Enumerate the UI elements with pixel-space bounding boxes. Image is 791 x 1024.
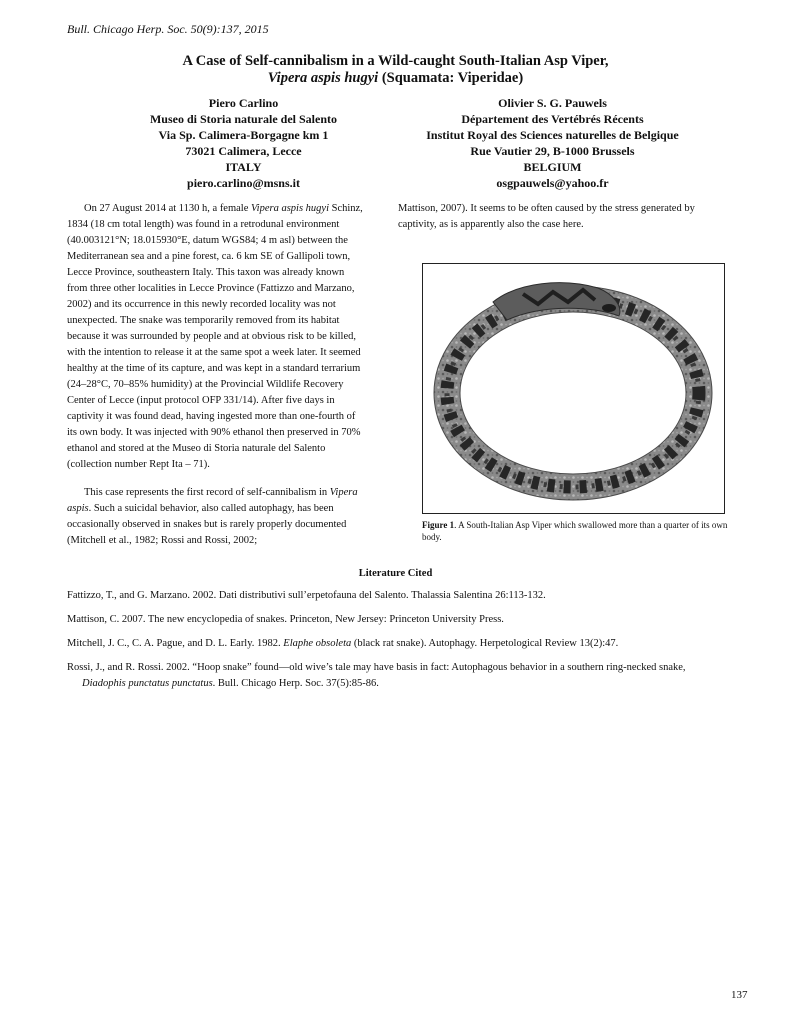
body-paragraph-1 — [67, 201, 365, 473]
journal-citation: Bull. Chicago Herp. Soc. 50(9):137, 2015 — [67, 22, 269, 36]
author-affiliation: Museo di Storia naturale del Salento — [149, 112, 337, 126]
ref-text: Rossi, J., and R. Rossi. 2002. “Hoop snake” found—old wive’s tale may have basis in fact: Autophagous behavior in a southern ring-necked snake, — [67, 662, 686, 673]
body-paragraph-3: Mattison, 2007). It seems to be often caused by the stress generated by captivity, as is apparently also the case here. — [398, 203, 695, 230]
author-address: Via Sp. Calimera-Borgagne km 1 — [158, 128, 329, 142]
figure-label: Figure 1 — [422, 520, 455, 530]
reference-item — [67, 588, 717, 604]
reference-item — [67, 612, 717, 628]
p1-species: Vipera aspis hugyi — [251, 203, 329, 214]
author-institution: Institut Royal des Sciences naturelles de Belgique — [426, 128, 679, 142]
author-address: Rue Vautier 29, B-1000 Brussels — [470, 144, 635, 158]
author-block-2 — [395, 95, 710, 191]
ref-text: Fattizzo, T., and G. Marzano. 2002. Dati distributivi sull’erpetofauna del Salento. Thalassia Salentina 26:113-132. — [67, 590, 546, 601]
author-city: 73021 Calimera, Lecce — [185, 144, 302, 158]
p1-text-a: On 27 August 2014 at 1130 h, a female — [84, 203, 252, 214]
reference-item — [67, 636, 717, 652]
title-species: Vipera aspis hugyi — [267, 70, 379, 86]
title-suffix: (Squamata: Viperidae) — [378, 70, 524, 86]
p2-text-a: This case represents the first record of self-cannibalism in — [84, 487, 330, 498]
reference-item — [67, 660, 717, 692]
ref-species: Diadophis punctatus punctatus — [82, 678, 213, 689]
figure-caption-text: . A South-Italian Asp Viper which swallowed more than a quarter of its own body. — [422, 520, 728, 542]
page-number: 137 — [731, 989, 748, 1001]
author-email: osgpauwels@yahoo.fr — [496, 176, 609, 190]
ref-species: Elaphe obsoleta — [283, 638, 352, 649]
literature-heading: Literature Cited — [358, 568, 433, 579]
p2-text-b: . Such a suicidal behavior, also called autophagy, has been occasionally observed in snakes but is rarely properly documented (Mitchell et al., 1982; Rossi and Rossi, 2002; — [67, 503, 347, 546]
author-name: Olivier S. G. Pauwels — [498, 96, 607, 110]
p1-text-b: Schinz, 1834 (18 cm total length) was found in a retrodunal environment (40.003121°N; 18.015930°E, datum WGS84; 4 m asl) between the Mediterranean sea and a pine forest, ca. 6 km SE of Gallipoli town, Lecce Province, southeastern Italy. This taxon was already known from three other localities in Lecce Province (Fattizzo and Marzano, 2002) and its occurrence in this newly recorded locality was not unexpected. The snake was temporarily removed from its habitat because it was surrounded by people and at obvious risk to be killed, with the intention to release it at the same spot a week later. It seemed healthy at the time of its capture, and was kept in a standard terrarium (24–28°C, 70–85% humidity) at the Provincial Wildlife Recovery Center of Lecce (input protocol OFP 331/14). After five days in captivity it was found dead, having ingested more than one-fourth of its own body. It was injected with 90% ethanol then preserved in 70% ethanol and stored at the Museo di Storia naturale del Salento (collection number Rept Ita – 71). — [67, 203, 363, 470]
author-name: Piero Carlino — [208, 96, 279, 110]
ref-text-end: (black rat snake). Autophagy. Herpetological Review 13(2):47. — [351, 638, 619, 649]
title-line-1: A Case of Self-cannibalism in a Wild-caught South-Italian Asp Viper, — [182, 53, 609, 69]
body-right-column — [398, 201, 726, 233]
author-country: ITALY — [225, 160, 262, 174]
figure-1-photo — [422, 263, 725, 514]
article-title — [0, 53, 791, 87]
p2-species: Vipera aspis — [67, 487, 358, 514]
author-block-1 — [100, 95, 387, 191]
title-line-2 — [0, 70, 791, 87]
body-paragraph-2 — [67, 485, 365, 549]
ref-text: Mitchell, J. C., C. A. Pague, and D. L. Early. 1982. — [67, 638, 284, 649]
author-email: piero.carlino@msns.it — [187, 176, 300, 190]
figure-1-caption — [422, 519, 732, 543]
viper-ring-image — [423, 264, 724, 513]
author-affiliation: Département des Vertébrés Récents — [461, 112, 644, 126]
body-left-column — [67, 201, 365, 549]
reference-list — [67, 588, 717, 700]
ref-text: Mattison, C. 2007. The new encyclopedia of snakes. Princeton, New Jersey: Princeton University Press. — [67, 614, 504, 625]
ref-text-end: . Bull. Chicago Herp. Soc. 37(5):85-86. — [212, 678, 379, 689]
author-country: BELGIUM — [523, 160, 582, 174]
